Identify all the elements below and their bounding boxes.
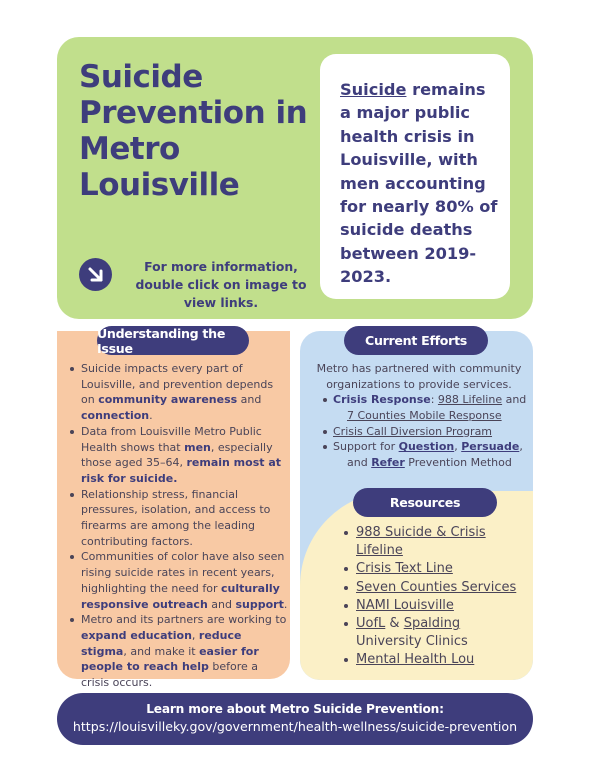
footer-url-link[interactable]: https://louisvilleky.gov/government/health-wellness/suicide-prevention	[72, 719, 518, 734]
resources-heading: Resources	[353, 488, 497, 517]
list-item: Data from Louisville Metro Public Health shows that men, especially those aged 35–64, remain most at risk for suicide.	[67, 424, 289, 487]
lifeline-link[interactable]: 988 Lifeline	[437, 393, 503, 406]
list-item: Crisis Response: 988 Lifeline and	[322, 392, 532, 408]
efforts-intro: Metro has partnered with community organizations to provide services.	[316, 362, 522, 391]
list-item[interactable]	[342, 579, 527, 597]
stat-body: remains a major public health crisis in Louisville, with men accounting for nearly 80% of suicide deaths between 2019-2023.	[340, 80, 498, 287]
mobile-response-link[interactable]: 7 Counties Mobile Response	[347, 408, 502, 422]
refer-link[interactable]: Refer	[371, 456, 405, 470]
efforts-list	[322, 392, 532, 471]
list-item: Metro and its partners are working to expand education, reduce stigma, and make it easier for people to reach help before a crisis occurs.	[67, 612, 289, 691]
issue-heading: Understanding the Issue	[97, 326, 249, 355]
resource-link-uofl[interactable]: UofL	[356, 616, 386, 632]
list-item: Relationship stress, financial pressures, isolation, and access to firearms are among the leading contributing factors.	[67, 487, 289, 550]
resource-link-seven-counties[interactable]: Seven Counties Services	[356, 579, 517, 595]
header-panel	[57, 37, 533, 319]
list-item[interactable]	[342, 560, 527, 578]
resource-link-nami[interactable]: NAMI Louisville	[356, 597, 454, 613]
diversion-link[interactable]: Crisis Call Diversion Program	[333, 424, 493, 438]
resource-link-text-line[interactable]: Crisis Text Line	[356, 561, 453, 577]
list-item	[322, 424, 532, 440]
footer-title: Learn more about Metro Suicide Prevention:	[146, 702, 444, 716]
page-title: Suicide Prevention in Metro Louisville	[79, 59, 308, 203]
list-item: Communities of color have also seen rising suicide rates in recent years, highlighting the need for culturally responsive outreach and support.	[67, 549, 289, 612]
stat-text	[340, 78, 498, 289]
resource-link-mental-health-lou[interactable]: Mental Health Lou	[356, 652, 475, 668]
more-info-text: For more information, double click on image to view links.	[135, 259, 307, 310]
resource-link-988[interactable]: 988 Suicide & Crisis Lifeline	[356, 525, 486, 559]
stat-card	[320, 54, 510, 299]
resource-link-spalding[interactable]: Spalding	[403, 616, 461, 632]
arrow-down-right-icon	[87, 266, 105, 284]
efforts-heading: Current Efforts	[344, 326, 488, 355]
list-item[interactable]	[342, 651, 527, 669]
list-item: Support for Question, Persuade,	[322, 439, 532, 455]
resources-list	[342, 524, 527, 670]
suicide-link[interactable]: Suicide	[340, 80, 407, 99]
list-item: and Refer Prevention Method	[347, 456, 512, 470]
list-item[interactable]	[342, 597, 527, 615]
issue-list	[67, 361, 289, 691]
list-item	[322, 408, 532, 424]
arrow-down-right-icon[interactable]	[79, 258, 112, 291]
persuade-link[interactable]: Persuade	[461, 440, 520, 454]
list-item: Suicide impacts every part of Louisville, and prevention depends on community awareness and connection.	[67, 361, 289, 424]
footer-banner	[57, 693, 533, 745]
issue-panel	[57, 331, 290, 690]
list-item[interactable]	[342, 524, 527, 560]
list-item[interactable]: UofL & Spalding University Clinics	[342, 615, 527, 651]
question-link[interactable]: Question	[398, 440, 455, 454]
